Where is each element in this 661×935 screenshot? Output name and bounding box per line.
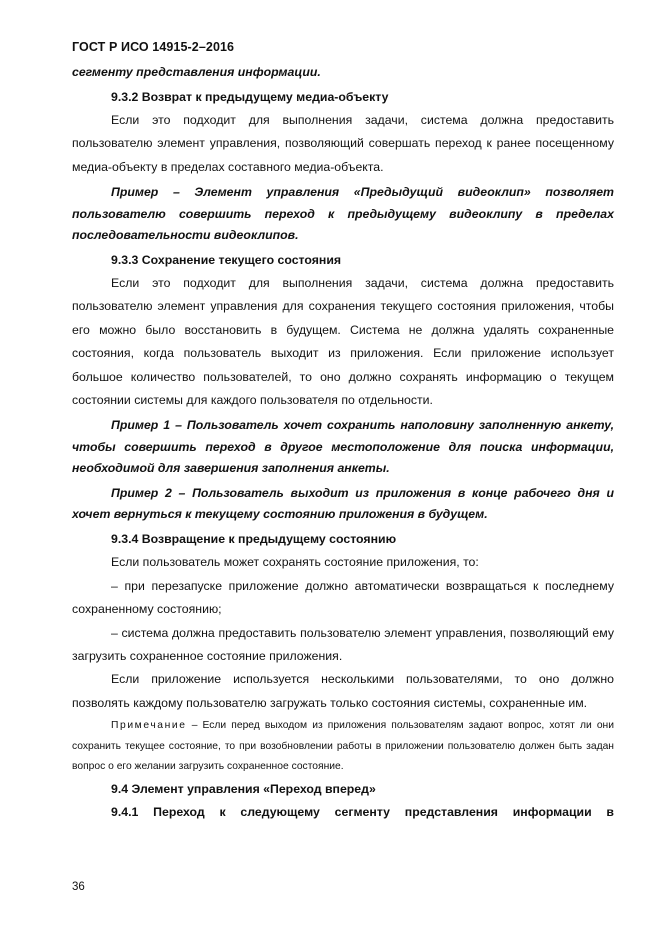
section-heading-9-4: 9.4 Элемент управления «Переход вперед»: [111, 782, 376, 796]
note-label: Примечание: [111, 720, 187, 732]
section-heading-9-4-1: 9.4.1 Переход к следующему сегменту представления информации в: [111, 805, 614, 820]
page-body: [72, 62, 614, 825]
paragraph: Если приложение используется несколькими пользователями, то оно должно позволять каждому пользователю загружать только состояния системы, сохраненные им.: [72, 672, 614, 710]
list-item: – система должна предоставить пользователю элемент управления, позволяющий ему загрузить сохраненное состояние приложения.: [72, 625, 614, 663]
page-number: 36: [72, 881, 85, 893]
section-heading-9-3-4: 9.3.4 Возвращение к предыдущему состоянию: [111, 531, 397, 546]
section-heading-9-3-3: 9.3.3 Сохранение текущего состояния: [111, 252, 342, 267]
section-heading-9-3-2: 9.3.2 Возврат к предыдущему медиа-объекту: [111, 89, 389, 104]
carry-over-text: сегменту представления информации.: [72, 65, 321, 79]
note-text: – Если перед выходом из приложения пользователям задают вопрос, хотят ли они сохранить текущее состояние, то при возобновлении работы в приложении пользователю должен быть задан вопрос о его желании загрузить сохраненное состояние.: [72, 720, 614, 773]
example-paragraph: Пример – Элемент управления «Предыдущий видеоклип» позволяет пользователю совершить переход к предыдущему видеоклипу в пределах последовательности видеоклипов.: [72, 185, 614, 243]
list-item: – при перезапуске приложение должно автоматически возвращаться к последнему сохраненному состоянию;: [72, 578, 614, 617]
standard-code-header: ГОСТ Р ИСО 14915-2–2016: [72, 40, 235, 54]
paragraph: Если это подходит для выполнения задачи, система должна предоставить пользователю элемент управления, позволяющий совершать переход к ранее посещенному медиа-объекту в пределах составного медиа-объекта.: [72, 112, 614, 174]
paragraph: Если пользователь может сохранять состояние приложения, то:: [111, 555, 479, 570]
paragraph: Если это подходит для выполнения задачи, система должна предоставить пользователю элемент управления для сохранения текущего состояния приложения, чтобы его можно было восстановить в будущем. Система не должна удалять сохраненные состояния, когда пользователь выходит из приложения. Если приложение использует большое количество пользователей, то оно должно сохранять информацию о текущем состоянии системы для каждого пользователя по отдельности.: [72, 276, 614, 408]
note-paragraph: [72, 716, 614, 778]
example-1-paragraph: Пример 1 – Пользователь хочет сохранить наполовину заполненную анкету, чтобы совершить переход в другое местоположение для поиска информации, необходимой для завершения заполнения анкеты.: [72, 418, 614, 476]
example-2-paragraph: Пример 2 – Пользователь выходит из приложения в конце рабочего дня и хочет вернуться к текущему состоянию приложения в будущем.: [72, 485, 614, 522]
